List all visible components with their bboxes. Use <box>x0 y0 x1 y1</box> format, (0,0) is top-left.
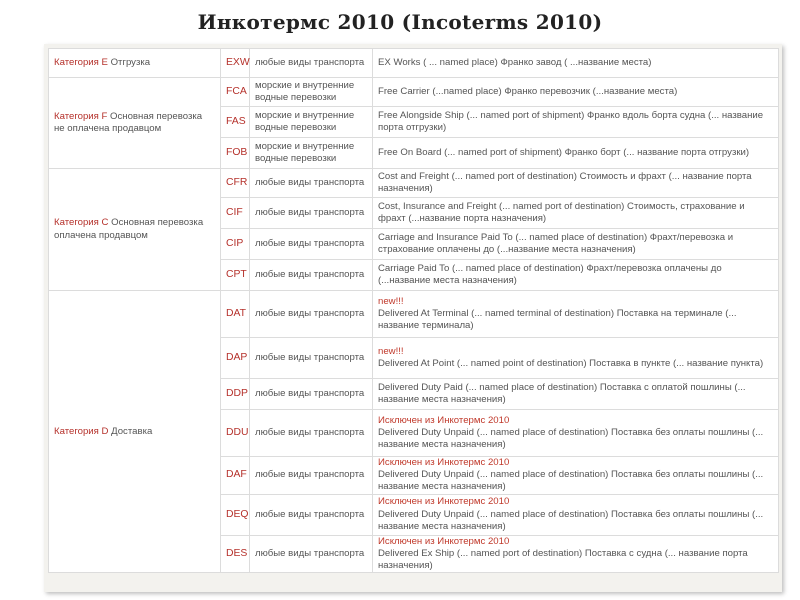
category-letter: Категория E <box>54 56 108 68</box>
transport-mode: любые виды транспорта <box>250 260 373 291</box>
transport-mode: любые виды транспорта <box>250 379 373 410</box>
term-description <box>373 535 779 573</box>
category-label: Основная перевозка не оплачена продавцом <box>54 110 203 134</box>
category-letter: Категория F <box>54 110 108 122</box>
term-description-text: Cost, Insurance and Freight (... named port of destination) Стоимость, страхование и фрахт (...название порта назначения) <box>378 200 745 224</box>
transport-mode: морские и внутренние водные перевозки <box>250 138 373 169</box>
term-description <box>373 457 779 495</box>
category-letter: Категория C <box>54 217 109 229</box>
term-description <box>373 49 779 78</box>
term-description-text: EX Works ( ... named place) Франко завод ( ...название места) <box>378 56 652 68</box>
term-description-text: Carriage and Insurance Paid To (... named place of destination) Фрахт/перевозка и страхование оплачены до (...название места назначения) <box>378 231 734 255</box>
term-code: FOB <box>221 138 250 169</box>
term-description-text: Cost and Freight (... named port of destination) Стоимость и фрахт (... название порта назначения) <box>378 170 752 194</box>
category-label: Отгрузка <box>107 56 151 68</box>
transport-mode: любые виды транспорта <box>250 49 373 78</box>
term-note: new!!! <box>378 345 404 357</box>
term-description <box>373 410 779 457</box>
term-description-text: Delivered At Point (... named point of destination) Поставка в пункте (... название пункта) <box>378 358 764 369</box>
term-code: DAT <box>221 291 250 338</box>
category-label: Доставка <box>108 425 153 437</box>
transport-mode: любые виды транспорта <box>250 494 373 535</box>
term-code: DAF <box>221 457 250 495</box>
term-code: FAS <box>221 107 250 138</box>
term-description-text: Delivered Duty Unpaid (... named place of destination) Поставка без оплаты пошлины (... название места назначения) <box>378 508 764 532</box>
table-row <box>49 169 779 198</box>
category-label: Основная перевозка оплачена продавцом <box>54 217 204 241</box>
term-code: DEQ <box>221 494 250 535</box>
term-description <box>373 138 779 169</box>
category-cell <box>49 78 221 169</box>
term-description-text: Free Alongside Ship (... named port of shipment) Франко вдоль борта судна (... название порта отгрузки) <box>378 109 764 133</box>
term-note: Исключен из Инкотермс 2010 <box>378 496 510 508</box>
term-description-text: Delivered Duty Paid (... named place of destination) Поставка с оплатой пошлины (... название места назначения) <box>378 381 746 405</box>
term-code: CFR <box>221 169 250 198</box>
incoterms-table <box>48 48 779 573</box>
term-code: DDU <box>221 410 250 457</box>
term-description-text: Delivered At Terminal (... named terminal of destination) Поставка на терминале (... название терминала) <box>378 307 737 332</box>
term-code: DAP <box>221 338 250 379</box>
term-description <box>373 107 779 138</box>
term-code: DDP <box>221 379 250 410</box>
term-code: CIP <box>221 229 250 260</box>
term-description <box>373 494 779 535</box>
term-code: FCA <box>221 78 250 107</box>
term-description-text: Carriage Paid To (... named place of destination) Фрахт/перевозка оплачены до (...название места назначения) <box>378 262 722 286</box>
category-cell <box>49 169 221 291</box>
term-code: DES <box>221 535 250 573</box>
term-description-text: Delivered Duty Unpaid (... named place of destination) Поставка без оплаты пошлины (... название места назначения) <box>378 426 764 451</box>
term-description-text: Free Carrier (...named place) Франко перевозчик (...название места) <box>378 85 678 97</box>
category-letter: Категория D <box>54 425 109 437</box>
page-title: Инкотермс 2010 (Incoterms 2010) <box>197 10 603 34</box>
term-description <box>373 291 779 338</box>
term-description <box>373 260 779 291</box>
transport-mode: морские и внутренние водные перевозки <box>250 78 373 107</box>
term-description <box>373 229 779 260</box>
term-code: CPT <box>221 260 250 291</box>
table-row <box>49 49 779 78</box>
transport-mode: любые виды транспорта <box>250 198 373 229</box>
term-description-text: Delivered Ex Ship (... named port of destination) Поставка с судна (... название порта назначения) <box>378 547 748 572</box>
category-cell <box>49 49 221 78</box>
term-note: Исключен из Инкотермс 2010 <box>378 414 510 426</box>
term-code: CIF <box>221 198 250 229</box>
term-description-text: Free On Board (... named port of shipment) Франко борт (... название порта отгрузки) <box>378 146 750 158</box>
term-note: Исключен из Инкотермс 2010 <box>378 535 510 547</box>
term-note: Исключен из Инкотермс 2010 <box>378 457 510 468</box>
term-code: EXW <box>221 49 250 78</box>
transport-mode: любые виды транспорта <box>250 410 373 457</box>
term-description <box>373 338 779 379</box>
transport-mode: любые виды транспорта <box>250 338 373 379</box>
category-cell <box>49 291 221 573</box>
transport-mode: любые виды транспорта <box>250 169 373 198</box>
term-description <box>373 198 779 229</box>
transport-mode: любые виды транспорта <box>250 457 373 495</box>
transport-mode: любые виды транспорта <box>250 535 373 573</box>
table-row <box>49 78 779 107</box>
transport-mode: любые виды транспорта <box>250 229 373 260</box>
transport-mode: любые виды транспорта <box>250 291 373 338</box>
table-row <box>49 291 779 338</box>
term-description <box>373 169 779 198</box>
term-note: new!!! <box>378 295 404 307</box>
term-description <box>373 78 779 107</box>
transport-mode: морские и внутренние водные перевозки <box>250 107 373 138</box>
term-description-text: Delivered Duty Unpaid (... named place of destination) Поставка без оплаты пошлины (... название места назначения) <box>378 469 764 493</box>
term-description <box>373 379 779 410</box>
